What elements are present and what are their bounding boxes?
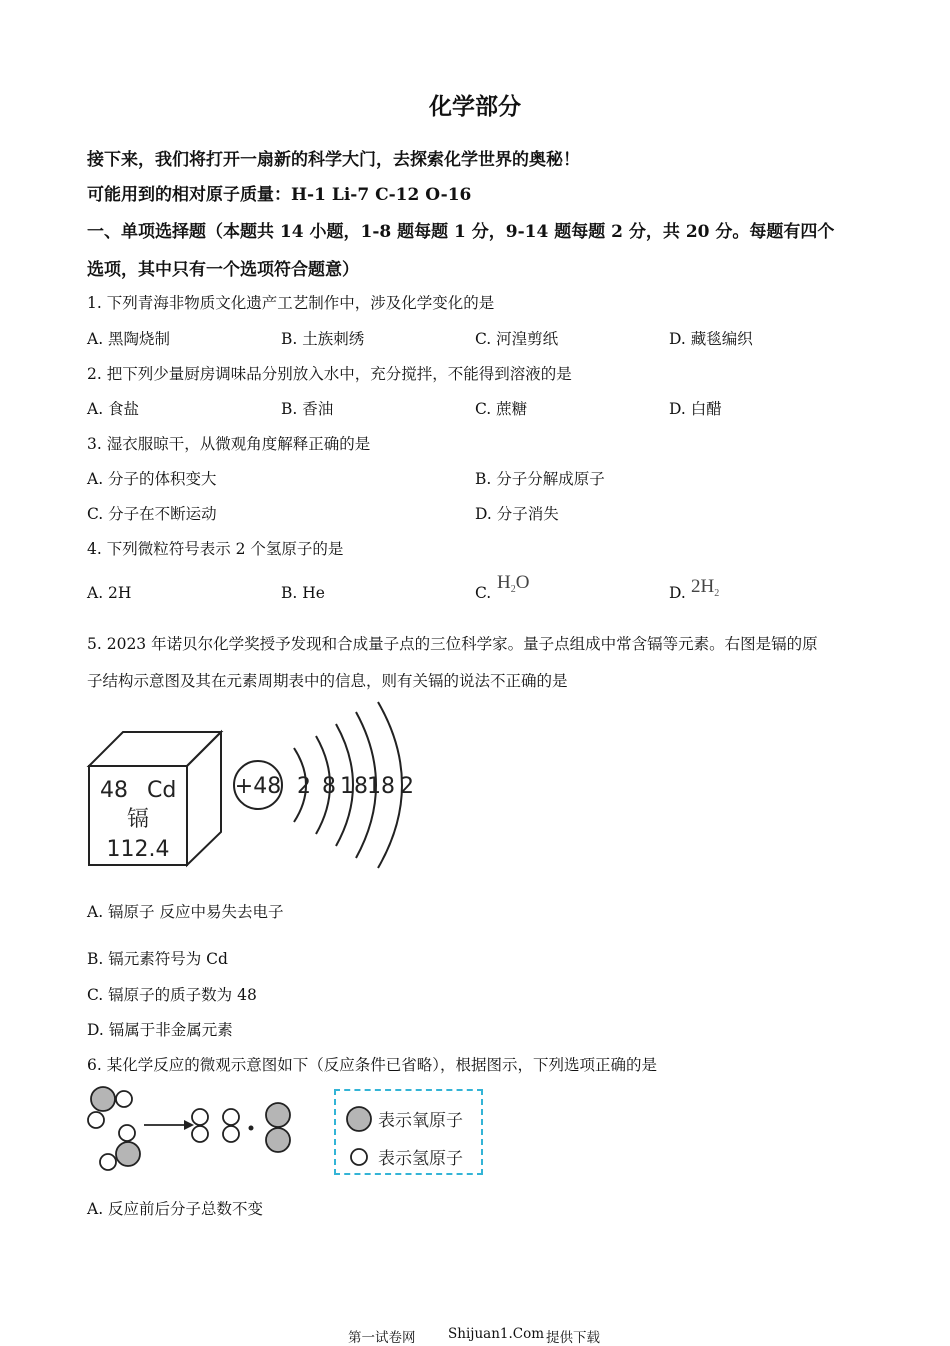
nucleus-charge: +48 xyxy=(234,774,282,799)
oxygen-atom xyxy=(266,1128,290,1152)
hydrogen-legend-icon xyxy=(348,1146,370,1168)
reaction-legend-box xyxy=(334,1089,483,1175)
shell-electrons: 18 xyxy=(367,774,395,799)
question-2-stem: 2. 把下列少量厨房调味品分别放入水中，充分搅拌，不能得到溶液的是 xyxy=(87,365,572,383)
shell-electrons: 8 xyxy=(322,774,336,799)
q4-option-a: A. 2H xyxy=(87,584,132,602)
q4-option-d-label: D. xyxy=(669,584,686,602)
hydrogen-atom xyxy=(119,1125,135,1141)
element-symbol: Cd xyxy=(147,778,177,803)
question-5-stem-line2: 子结构示意图及其在元素周期表中的信息，则有关镉的说法不正确的是 xyxy=(87,672,568,690)
hydrogen-atom xyxy=(223,1126,239,1142)
element-name: 镉 xyxy=(126,807,150,832)
oxygen-atom xyxy=(116,1142,140,1166)
hydrogen-atom xyxy=(116,1091,132,1107)
separator-dot xyxy=(249,1126,254,1131)
q3-option-b: B. 分子分解成原子 xyxy=(475,470,605,488)
formula-o: O xyxy=(515,572,530,593)
question-6-stem: 6. 某化学反应的微观示意图如下（反应条件已省略），根据图示，下列选项正确的是 xyxy=(87,1056,657,1074)
reaction-micro-diagram xyxy=(84,1082,304,1178)
shell-electrons: 2 xyxy=(400,774,414,799)
q1-option-d: D. 藏毯编织 xyxy=(669,330,753,348)
q4-option-d-formula xyxy=(691,576,719,599)
q4-option-c-label: C. xyxy=(475,584,492,602)
element-number: 48 xyxy=(100,778,128,803)
q1-option-a: A. 黑陶烧制 xyxy=(87,330,171,348)
shell-electrons: 2 xyxy=(297,774,311,799)
hydrogen-atom xyxy=(192,1126,208,1142)
q2-option-d: D. 白醋 xyxy=(669,400,722,418)
footer-download: 提供下载 xyxy=(546,1330,600,1346)
q3-option-a: A. 分子的体积变大 xyxy=(87,470,217,488)
hydrogen-atom xyxy=(88,1112,104,1128)
hydrogen-atom xyxy=(192,1109,208,1125)
formula-subscript: 2 xyxy=(714,588,720,599)
q5-option-d: D. 镉属于非金属元素 xyxy=(87,1021,233,1039)
formula-2h: 2H xyxy=(691,576,715,597)
q5-option-c: C. 镉原子的质子数为 48 xyxy=(87,986,257,1004)
question-4-stem: 4. 下列微粒符号表示 2 个氢原子的是 xyxy=(87,540,344,558)
section-heading-line1: 一、单项选择题（本题共 14 小题，1-8 题每题 1 分，9-14 题每题 2 分，共 20 分。每题有四个 xyxy=(87,222,835,242)
page-title: 化学部分 xyxy=(429,93,521,120)
element-mass: 112.4 xyxy=(106,837,170,862)
question-5-stem-line1: 5. 2023 年诺贝尔化学奖授予发现和合成量子点的三位科学家。量子点组成中常含镉等元素。右图是镉的原 xyxy=(87,635,818,653)
question-3-stem: 3. 湿衣服晾干，从微观角度解释正确的是 xyxy=(87,435,371,453)
q5-option-a: A. 镉原子 反应中易失去电子 xyxy=(87,903,284,921)
q3-option-c: C. 分子在不断运动 xyxy=(87,505,217,523)
legend-oxygen-label: 表示氧原子 xyxy=(378,1111,463,1131)
question-1-stem: 1. 下列青海非物质文化遗产工艺制作中，涉及化学变化的是 xyxy=(87,294,495,312)
periodic-element-cube xyxy=(86,728,226,870)
legend-hydrogen-label: 表示氢原子 xyxy=(378,1149,463,1169)
oxygen-atom xyxy=(91,1087,115,1111)
hydrogen-atom xyxy=(100,1154,116,1170)
hydrogen-atom xyxy=(223,1109,239,1125)
atomic-mass-note: 可能用到的相对原子质量：H-1 Li-7 C-12 O-16 xyxy=(87,185,472,205)
q2-option-c: C. 蔗糖 xyxy=(475,400,528,418)
oxygen-legend-icon xyxy=(344,1104,374,1134)
q5-option-b: B. 镉元素符号为 Cd xyxy=(87,950,228,968)
q2-option-a: A. 食盐 xyxy=(87,400,140,418)
q1-option-b: B. 土族刺绣 xyxy=(281,330,365,348)
formula-subscript: 2 xyxy=(510,584,516,595)
atomic-structure-diagram xyxy=(228,698,428,874)
q6-option-a: A. 反应前后分子总数不变 xyxy=(87,1200,264,1218)
q4-option-b: B. He xyxy=(281,584,325,602)
footer-site-en: Shijuan1.Com xyxy=(448,1326,545,1342)
q1-option-c: C. 河湟剪纸 xyxy=(475,330,559,348)
q4-option-c-formula xyxy=(497,572,529,595)
footer-site-cn: 第一试卷网 xyxy=(348,1330,416,1346)
intro-text: 接下来，我们将打开一扇新的科学大门，去探索化学世界的奥秘！ xyxy=(87,150,580,170)
shell-electrons: 18 xyxy=(340,774,368,799)
q3-option-d: D. 分子消失 xyxy=(475,505,559,523)
q2-option-b: B. 香油 xyxy=(281,400,334,418)
oxygen-atom xyxy=(266,1103,290,1127)
formula-h: H xyxy=(497,572,511,593)
section-heading-line2: 选项，其中只有一个选项符合题意） xyxy=(87,260,359,280)
